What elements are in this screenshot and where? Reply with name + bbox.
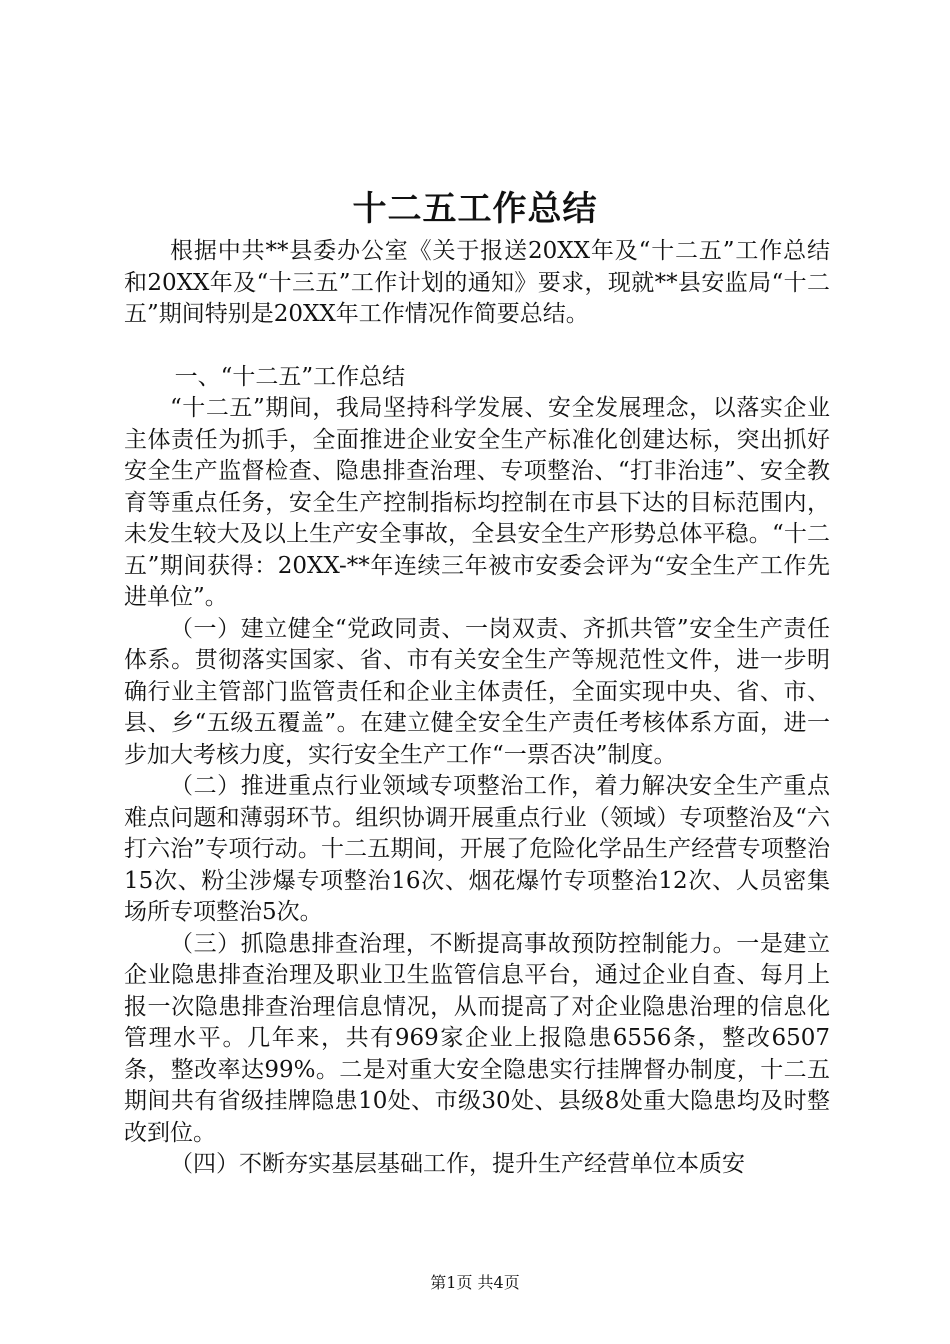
body-paragraph: （一）建立健全“党政同责、一岗双责、齐抓共管”安全生产责任体系。贯彻落实国家、省、市有关安全生产等规范性文件，进一步明确行业主管部门监管责任和企业主体责任，全面实现中央、省、市、县、乡“五级五覆盖”。在建立健全安全生产责任考核体系方面，进一步加大考核力度，实行安全生产工作“一票否决”制度。	[124, 615, 830, 768]
body-paragraph: （二）推进重点行业领域专项整治工作，着力解决安全生产重点难点问题和薄弱环节。组织协调开展重点行业（领域）专项整治及“六打六治”专项行动。十二五期间，开展了危险化学品生产经营专项整治15次、粉尘涉爆专项整治16次、烟花爆竹专项整治12次、人员密集场所专项整治5次。	[124, 773, 830, 925]
section-heading: 一、“十二五”工作总结	[174, 363, 406, 390]
document-body	[124, 236, 830, 1181]
page-footer: 第1页 共4页	[430, 1273, 520, 1292]
body-paragraph: （四）不断夯实基层基础工作，提升生产经营单位本质安	[170, 1151, 745, 1177]
body-paragraph: “十二五”期间，我局坚持科学发展、安全发展理念，以落实企业主体责任为抓手，全面推进企业安全生产标准化创建达标，突出抓好安全生产监督检查、隐患排查治理、专项整治、“打非治违”、安全教育等重点任务，安全生产控制指标均控制在市县下达的目标范围内，未发生较大及以上生产安全事故，全县安全生产形势总体平稳。“十二五”期间获得：20XX-**年连续三年被市安委会评为“安全生产工作先进单位”。	[124, 395, 830, 610]
body-paragraph: （三）抓隐患排查治理，不断提高事故预防控制能力。一是建立企业隐患排查治理及职业卫生监管信息平台，通过企业自查、每月上报一次隐患排查治理信息情况，从而提高了对企业隐患治理的信息化管理水平。几年来，共有969家企业上报隐患6556条，整改6507条，整改率达99%。二是对重大安全隐患实行挂牌督办制度，十二五期间共有省级挂牌隐患10处、市级30处、县级8处重大隐患均及时整改到位。	[124, 930, 830, 1146]
document-title: 十二五工作总结	[352, 189, 598, 229]
intro-paragraph: 根据中共**县委办公室《关于报送20XX年及“十二五”工作总结和20XX年及“十三五”工作计划的通知》要求，现就**县安监局“十二五”期间特别是20XX年工作情况作简要总结。	[124, 238, 830, 327]
